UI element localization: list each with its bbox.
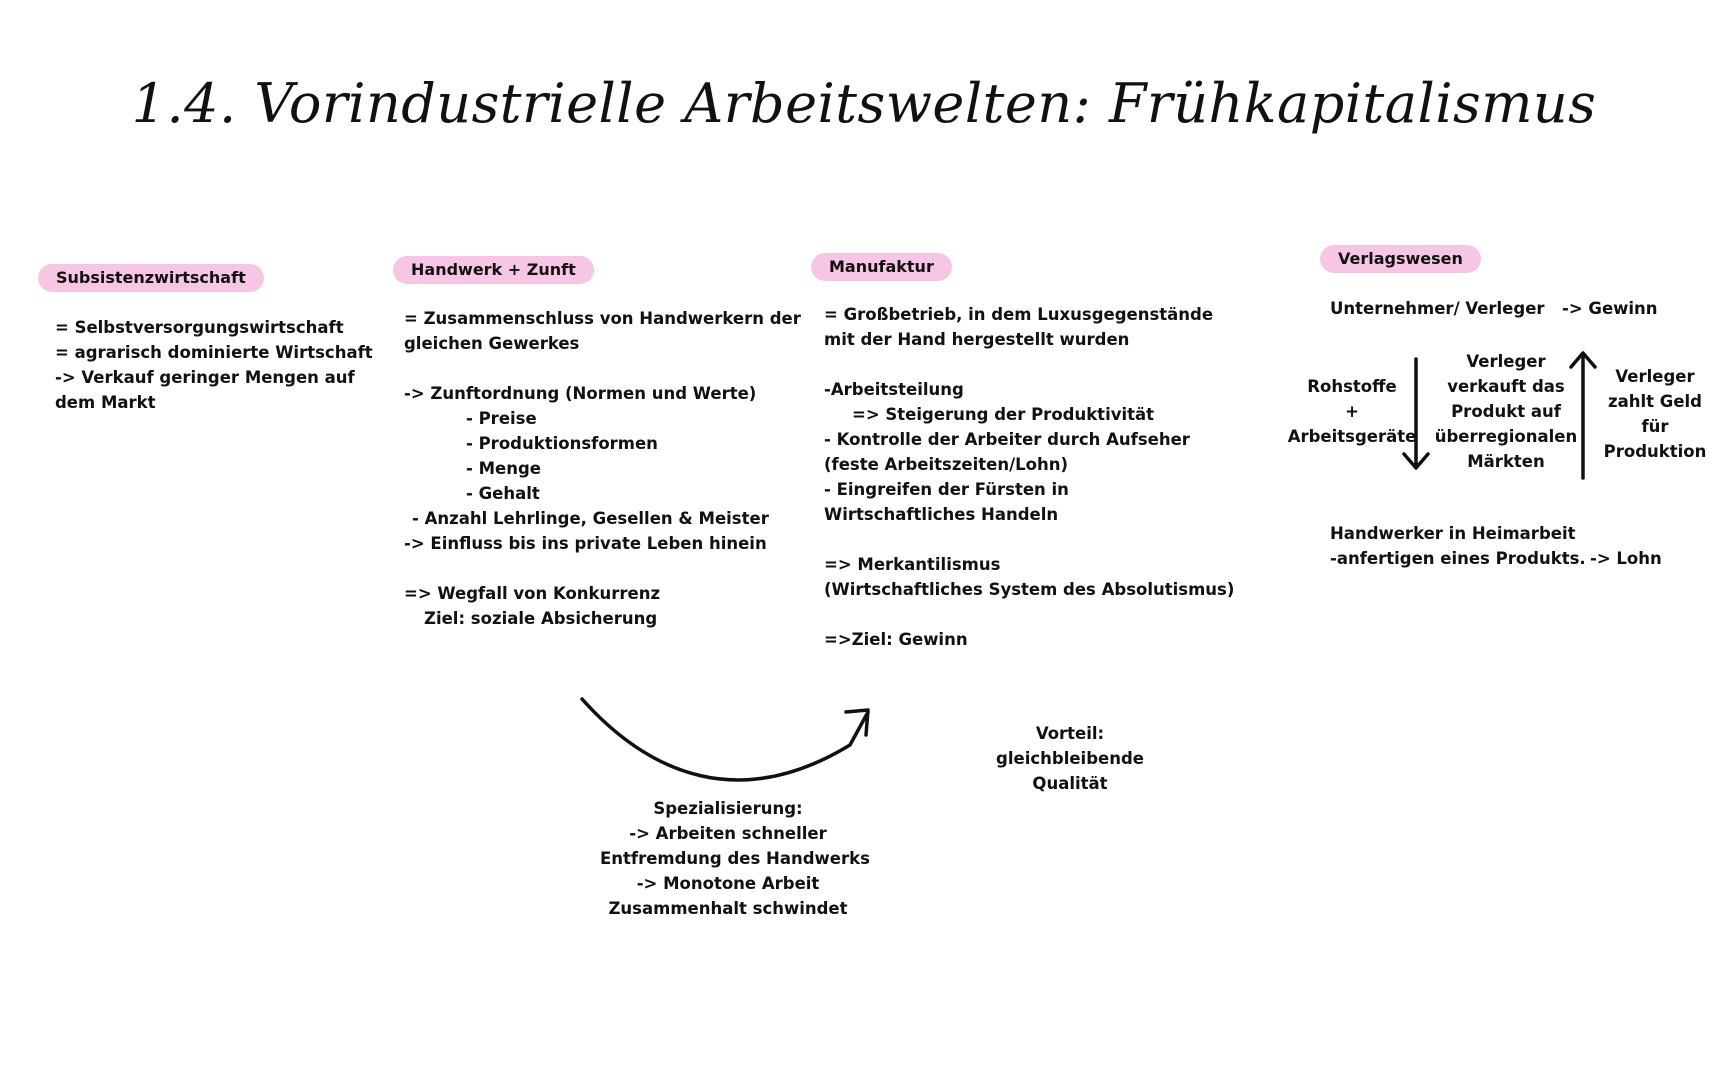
note-line: - Anzahl Lehrlinge, Gesellen & Meister <box>412 509 769 528</box>
note-line: => Steigerung der Produktivität <box>852 405 1155 424</box>
list-item: - Gehalt <box>466 484 540 503</box>
note-line: -> Zunftordnung (Normen und Werte) <box>404 384 757 403</box>
verlag-gewinn: -> Gewinn <box>1562 299 1658 318</box>
note-line: Entfremdung des Handwerks <box>600 849 870 868</box>
note-line: -> Verkauf geringer Mengen auf <box>55 368 355 387</box>
note-line: Qualität <box>1032 774 1108 793</box>
note-line: - Eingreifen der Fürsten in <box>824 480 1069 499</box>
heading-handwerk-zunft: Handwerk + Zunft <box>393 256 594 284</box>
note-line: dem Markt <box>55 393 156 412</box>
curved-arrow-icon <box>582 699 868 780</box>
note-line: = Großbetrieb, in dem Luxusgegenstände <box>824 305 1214 324</box>
note-line: überregionalen <box>1434 427 1578 446</box>
note-line: Handwerker in Heimarbeit <box>1330 524 1576 543</box>
list-item: - Produktionsformen <box>466 434 658 453</box>
heading-manufaktur: Manufaktur <box>811 253 952 281</box>
note-line: Märkten <box>1467 452 1545 471</box>
page-title: 1.4. Vorindustrielle Arbeitswelten: Frühkapitalismus <box>131 72 1597 135</box>
note-line: mit der Hand hergestellt wurden <box>824 330 1130 349</box>
list-item: - Preise <box>466 409 537 428</box>
note-line: Vorteil: <box>1035 724 1105 743</box>
verlag-unternehmer: Unternehmer/ Verleger <box>1330 299 1545 318</box>
note-line: Produkt auf <box>1451 402 1561 421</box>
note-line: -> Arbeiten schneller <box>629 824 827 843</box>
note-line: (feste Arbeitszeiten/Lohn) <box>824 455 1069 474</box>
note-line: Verleger <box>1615 367 1695 386</box>
note-line: Arbeitsgeräte <box>1287 427 1417 446</box>
note-line: => Merkantilismus <box>824 555 1001 574</box>
note-line: => Wegfall von Konkurrenz <box>404 584 661 603</box>
note-line: zahlt Geld <box>1608 392 1702 411</box>
note-line: Rohstoffe <box>1307 377 1397 396</box>
note-line: für <box>1641 417 1669 436</box>
arrow-down-icon <box>1404 359 1428 468</box>
note-line: verkauft das <box>1447 377 1565 396</box>
note-line: Wirtschaftliches Handeln <box>824 505 1059 524</box>
note-line: + <box>1345 402 1359 421</box>
note-line: gleichbleibende <box>996 749 1144 768</box>
arrow-up-icon <box>1571 353 1595 478</box>
note-line: -> Monotone Arbeit <box>636 874 820 893</box>
note-line: = Zusammenschluss von Handwerkern der <box>404 309 801 328</box>
note-line: = agrarisch dominierte Wirtschaft <box>55 343 373 362</box>
note-line: gleichen Gewerkes <box>404 334 580 353</box>
note-line: Ziel: soziale Absicherung <box>424 609 658 628</box>
note-line: -> Einfluss bis ins private Leben hinein <box>404 534 767 553</box>
note-line: Verleger <box>1466 352 1546 371</box>
note-line: Produktion <box>1603 442 1707 461</box>
note-line: Spezialisierung: <box>653 799 803 818</box>
note-line: Zusammenhalt schwindet <box>608 899 848 918</box>
verlag-lohn: -> Lohn <box>1590 549 1662 568</box>
note-line: =>Ziel: Gewinn <box>824 630 968 649</box>
note-line: -anfertigen eines Produkts. <box>1330 549 1586 568</box>
heading-subsistenzwirtschaft: Subsistenzwirtschaft <box>38 264 264 292</box>
note-line: - Kontrolle der Arbeiter durch Aufseher <box>824 430 1190 449</box>
heading-verlagswesen: Verlagswesen <box>1320 245 1481 273</box>
note-line: (Wirtschaftliches System des Absolutismus) <box>824 580 1235 599</box>
note-line: = Selbstversorgungswirtschaft <box>55 318 344 337</box>
list-item: - Menge <box>466 459 541 478</box>
note-line: -Arbeitsteilung <box>824 380 964 399</box>
